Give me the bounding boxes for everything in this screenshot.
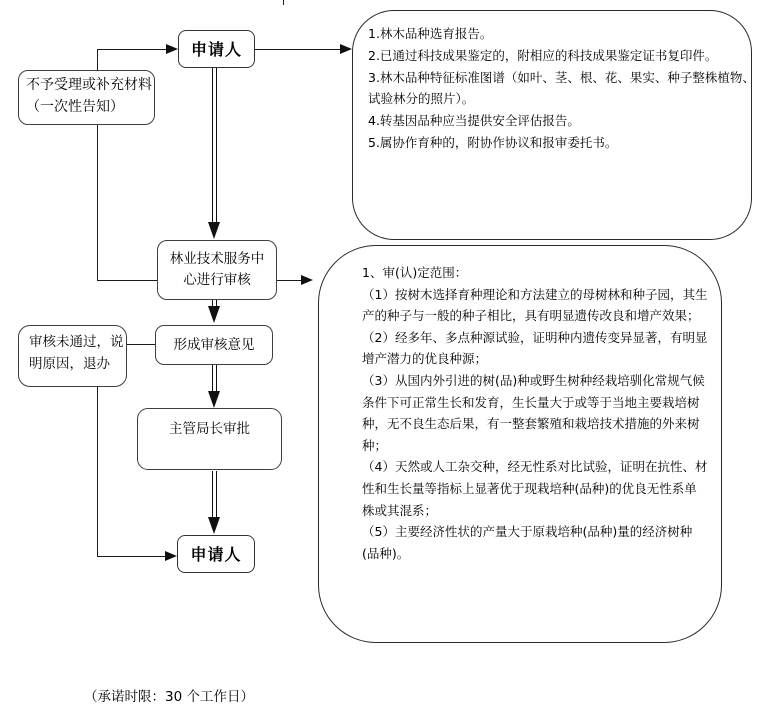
footer-promise-time-note: （承诺时限：30 个工作日） — [84, 689, 254, 705]
line-review-to-scope — [277, 280, 302, 281]
node-form-opinion-label: 形成审核意见 — [173, 336, 255, 353]
line-applicant-to-materials — [255, 49, 341, 50]
node-reject-notice: 不予受理或补充材料 （一次性告知） — [18, 70, 155, 125]
flow-opinion-to-director — [212, 365, 217, 393]
node-review-failed: 审核未通过，说 明原因，退办 — [18, 325, 127, 387]
callout-certification-scope: 1、审(认)定范围： （1）按树木选择育种理论和方法建立的母树林和种子园，其生 产的种子与一般的种子相比，具有明显遗传改良和增产效果； （2）经多年、多点种源试验，证明种内遗传变异显著，有明显 增产潜力的优良种源； （3）从国内外引进的树(品)种或野生树种经栽培驯化常规气候 条件下可正常生长和发育，生长量大于或等于当地主要栽培树 种，无不良生态后果，有一整套繁殖和栽培技术措施的外来树 种； （4）天然或人工杂交种，经无性系对比试验，证明在抗性、材 性和生长量等指标上显著优于现栽培种(品种)的优良无性系单 株或其混系； （5）主要经济性状的产量大于原栽培种(品种)量的经济树种 (品种)。 — [318, 245, 722, 643]
arrowhead-into-applicant-top — [166, 44, 178, 54]
line-failed-to-opinion — [127, 344, 158, 345]
return-line-to-applicant — [97, 49, 167, 50]
arrowhead-applicant-bottom — [208, 517, 220, 534]
return-line-from-review — [97, 280, 158, 281]
node-applicant-top-label: 申请人 — [190, 39, 242, 59]
node-applicant-top — [178, 30, 255, 68]
arrowhead-into-applicant-bottom — [165, 551, 177, 561]
node-applicant-bottom-label: 申请人 — [190, 544, 242, 564]
node-director-approval-label: 主管局长审批 — [169, 421, 250, 437]
node-applicant-bottom — [177, 535, 255, 573]
arrowhead-into-scope — [301, 275, 313, 285]
node-form-opinion — [155, 325, 273, 365]
callout-required-materials: 1.林木品种选育报告。 2.已通过科技成果鉴定的，附相应的科技成果鉴定证书复印件。 3.林木品种特征标准图谱（如叶、茎、根、花、果实、种子整株植物、 试验林分的照片）。 4.转基因品种应当提供安全评估报告。 5.属协作育种的，附协作协议和报审委托书。 — [352, 10, 752, 240]
arrowhead-director — [208, 391, 220, 408]
arrowhead-into-materials — [340, 44, 352, 54]
top-tick-mark — [283, 0, 284, 5]
return-line-vertical-bottom — [97, 387, 98, 557]
return-line-to-applicant-bottom — [97, 556, 166, 557]
flow-applicant-to-review — [212, 68, 217, 223]
arrowhead-opinion — [208, 306, 220, 323]
node-director-approval — [137, 408, 282, 470]
arrowhead-review — [208, 222, 220, 239]
node-review-center: 林业技术服务中 心进行审核 — [157, 240, 277, 300]
flow-director-to-applicant — [212, 471, 217, 519]
